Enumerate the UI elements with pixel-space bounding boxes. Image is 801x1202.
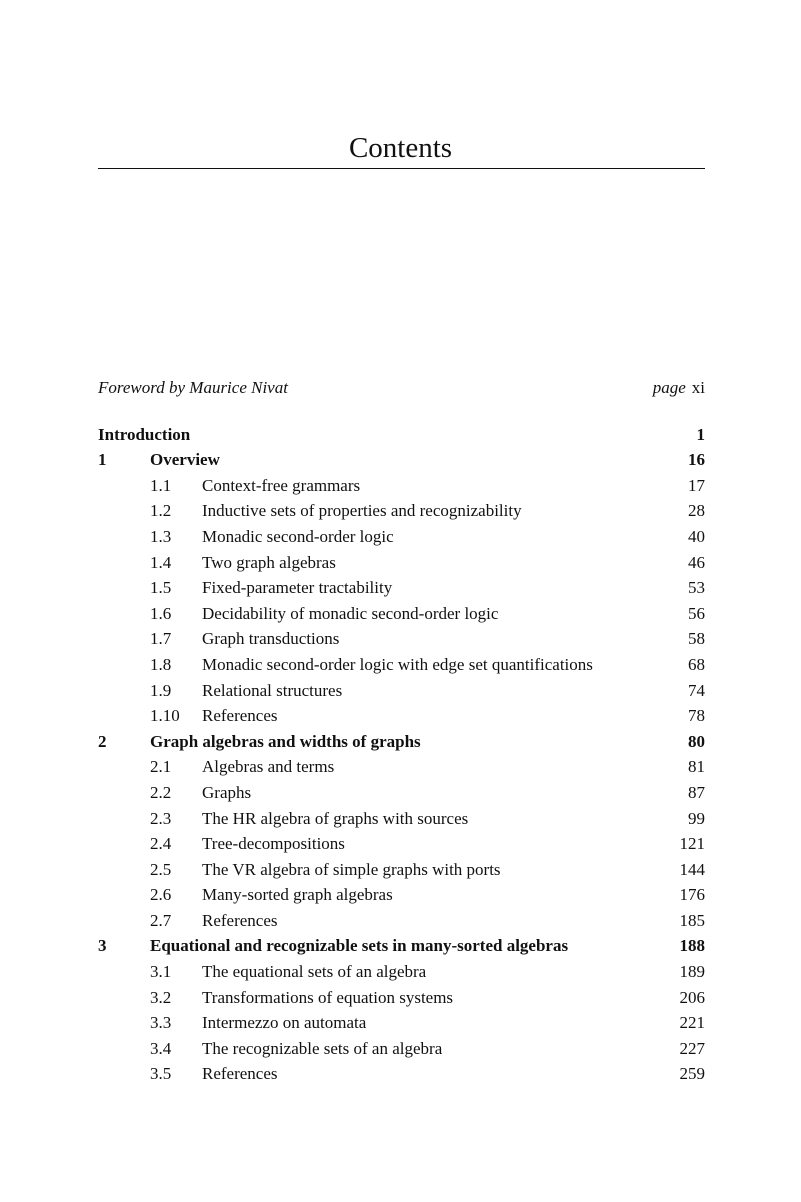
toc-section-1-10[interactable] bbox=[98, 703, 705, 729]
section-title: References bbox=[202, 1064, 278, 1084]
section-page: 87 bbox=[688, 782, 705, 802]
section-number: 1.6 bbox=[150, 603, 172, 623]
section-title: The recognizable sets of an algebra bbox=[202, 1038, 443, 1058]
section-number: 1.2 bbox=[150, 501, 172, 521]
chapter-number: 3 bbox=[98, 936, 107, 956]
chapter-title: Overview bbox=[150, 450, 220, 470]
section-number: 2.6 bbox=[150, 885, 172, 905]
chapter-number: 1 bbox=[98, 450, 107, 470]
page-word: page bbox=[652, 378, 686, 397]
toc-section-1-1[interactable] bbox=[98, 473, 705, 499]
section-number: 3.4 bbox=[150, 1038, 172, 1058]
toc-foreword[interactable] bbox=[98, 375, 705, 401]
section-number: 2.2 bbox=[150, 782, 172, 802]
section-number: 3.3 bbox=[150, 1013, 172, 1033]
section-number: 2.5 bbox=[150, 859, 172, 879]
section-page: 221 bbox=[679, 1013, 705, 1033]
section-page: 53 bbox=[688, 578, 705, 598]
section-page: 144 bbox=[679, 859, 705, 879]
chapter-list bbox=[98, 447, 705, 1087]
section-page: 78 bbox=[688, 706, 705, 726]
foreword-page-number: xi bbox=[691, 378, 705, 397]
section-title: Intermezzo on automata bbox=[202, 1013, 367, 1033]
toc-section-1-8[interactable] bbox=[98, 652, 705, 678]
section-title: Fixed-parameter tractability bbox=[202, 578, 393, 598]
toc-section-1-2[interactable] bbox=[98, 498, 705, 524]
section-title: Many-sorted graph algebras bbox=[202, 885, 393, 905]
toc-section-1-5[interactable] bbox=[98, 575, 705, 601]
chapter-page: 80 bbox=[688, 731, 705, 751]
toc-section-1-4[interactable] bbox=[98, 550, 705, 576]
section-page: 189 bbox=[679, 962, 705, 982]
section-number: 1.7 bbox=[150, 629, 172, 649]
section-title: Transformations of equation systems bbox=[202, 987, 454, 1007]
section-page: 99 bbox=[688, 808, 705, 828]
toc-chapter-3[interactable] bbox=[98, 933, 705, 959]
toc-section-2-1[interactable] bbox=[98, 754, 705, 780]
toc-section-3-5[interactable] bbox=[98, 1061, 705, 1087]
section-number: 1.4 bbox=[150, 552, 172, 572]
section-page: 58 bbox=[688, 629, 705, 649]
introduction-title: Introduction bbox=[98, 424, 191, 444]
section-title: Monadic second-order logic with edge set quantifications bbox=[202, 654, 593, 674]
section-page: 74 bbox=[688, 680, 705, 700]
section-page: 259 bbox=[679, 1064, 705, 1084]
section-title: References bbox=[202, 706, 278, 726]
section-page: 46 bbox=[688, 552, 705, 572]
section-page: 40 bbox=[688, 526, 705, 546]
toc-section-1-9[interactable] bbox=[98, 678, 705, 704]
toc-section-3-2[interactable] bbox=[98, 985, 705, 1011]
introduction-page: 1 bbox=[696, 424, 705, 444]
section-title: Graph transductions bbox=[202, 629, 340, 649]
title-rule bbox=[98, 168, 705, 169]
chapter-title: Graph algebras and widths of graphs bbox=[150, 731, 421, 751]
section-title: Inductive sets of properties and recognizability bbox=[202, 501, 522, 521]
section-title: Context-free grammars bbox=[202, 475, 361, 495]
section-number: 3.2 bbox=[150, 987, 172, 1007]
section-number: 2.4 bbox=[150, 834, 172, 854]
section-title: Tree-decompositions bbox=[202, 834, 345, 854]
section-number: 2.3 bbox=[150, 808, 172, 828]
section-title: The HR algebra of graphs with sources bbox=[202, 808, 469, 828]
toc-section-2-6[interactable] bbox=[98, 882, 705, 908]
section-title: Algebras and terms bbox=[202, 757, 335, 777]
section-title: Two graph algebras bbox=[202, 552, 336, 572]
section-page: 206 bbox=[679, 987, 705, 1007]
section-page: 17 bbox=[688, 475, 705, 495]
toc-section-2-4[interactable] bbox=[98, 831, 705, 857]
section-number: 1.5 bbox=[150, 578, 172, 598]
section-page: 176 bbox=[679, 885, 705, 905]
foreword-title: Foreword by Maurice Nivat bbox=[98, 378, 288, 397]
chapter-title: Equational and recognizable sets in many-sorted algebras bbox=[150, 936, 569, 956]
section-number: 1.10 bbox=[150, 706, 180, 726]
section-title: Relational structures bbox=[202, 680, 343, 700]
toc-section-2-5[interactable] bbox=[98, 857, 705, 883]
section-title: The VR algebra of simple graphs with ports bbox=[202, 859, 501, 879]
toc-section-3-3[interactable] bbox=[98, 1010, 705, 1036]
table-of-contents bbox=[98, 375, 705, 1087]
toc-chapter-2[interactable] bbox=[98, 729, 705, 755]
section-number: 1.1 bbox=[150, 475, 172, 495]
toc-section-3-1[interactable] bbox=[98, 959, 705, 985]
toc-introduction[interactable] bbox=[98, 422, 705, 448]
section-page: 56 bbox=[688, 603, 705, 623]
spacer bbox=[98, 401, 705, 422]
page-title: Contents bbox=[348, 132, 453, 164]
toc-section-1-7[interactable] bbox=[98, 626, 705, 652]
chapter-page: 188 bbox=[679, 936, 705, 956]
toc-section-2-2[interactable] bbox=[98, 780, 705, 806]
section-page: 121 bbox=[679, 834, 705, 854]
toc-section-2-7[interactable] bbox=[98, 908, 705, 934]
section-number: 1.8 bbox=[150, 654, 172, 674]
toc-section-2-3[interactable] bbox=[98, 806, 705, 832]
toc-section-1-6[interactable] bbox=[98, 601, 705, 627]
section-title: References bbox=[202, 910, 278, 930]
section-page: 227 bbox=[679, 1038, 705, 1058]
section-number: 1.3 bbox=[150, 526, 172, 546]
section-title: Monadic second-order logic bbox=[202, 526, 394, 546]
toc-section-3-4[interactable] bbox=[98, 1036, 705, 1062]
section-number: 2.1 bbox=[150, 757, 172, 777]
section-number: 3.1 bbox=[150, 962, 172, 982]
section-page: 28 bbox=[688, 501, 705, 521]
foreword-page bbox=[653, 375, 705, 401]
chapter-page: 16 bbox=[688, 450, 705, 470]
section-page: 81 bbox=[688, 757, 705, 777]
section-number: 3.5 bbox=[150, 1064, 172, 1084]
section-title: Decidability of monadic second-order logic bbox=[202, 603, 499, 623]
toc-chapter-1[interactable] bbox=[98, 447, 705, 473]
section-title: Graphs bbox=[202, 782, 252, 802]
section-number: 2.7 bbox=[150, 910, 172, 930]
section-number: 1.9 bbox=[150, 680, 172, 700]
chapter-number: 2 bbox=[98, 731, 107, 751]
toc-section-1-3[interactable] bbox=[98, 524, 705, 550]
section-page: 68 bbox=[688, 654, 705, 674]
section-page: 185 bbox=[679, 910, 705, 930]
section-title: The equational sets of an algebra bbox=[202, 962, 427, 982]
